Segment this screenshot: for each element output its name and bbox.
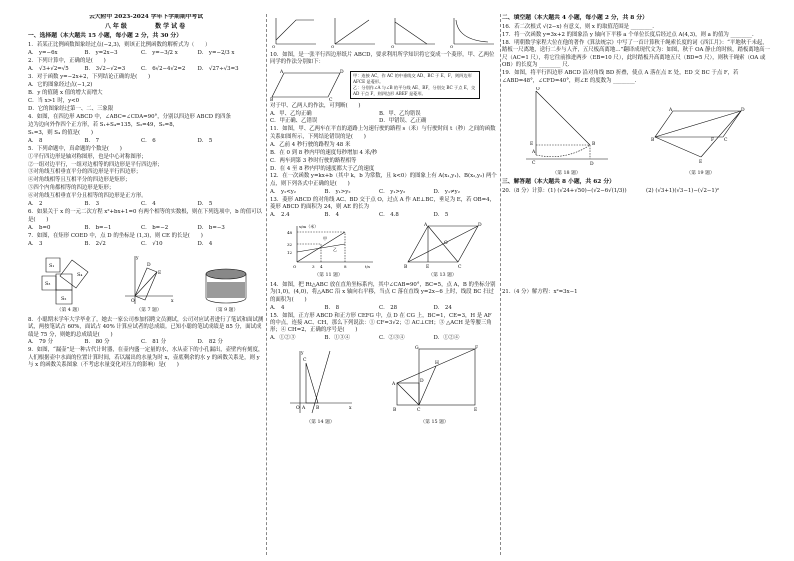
column-divider (266, 14, 267, 555)
graph-option-d (448, 14, 498, 50)
option: D． 4 (197, 240, 213, 247)
figure-caption: （第 11 题） (314, 273, 343, 279)
statement: ②一组对边平行，一组对边相等的四边形是平行四边形； (28, 161, 163, 168)
question-19: 19．如图，将平行四边形 ABCD 沿对角线 BD 折叠，使点 A 落在点 E 处，ED 交 BC 于点 F，若∠ABD=48°，∠CFD=40°，则∠E 的度数为 ________. (502, 70, 739, 84)
rhombus-diagram (398, 222, 488, 270)
question-4: 4．如图，在四边形 ABCD 中，∠ABC=∠CDA=90°，分别以四边形 ABCD 的四条 (28, 113, 231, 120)
option: A． 8 (28, 137, 43, 144)
svg-text:D: D (146, 263, 151, 269)
option: B．y 的值随 x 值的增大而增大 (28, 89, 103, 96)
svg-text:A: A (531, 150, 535, 156)
method-note-box (350, 71, 480, 98)
swing-diagram (522, 87, 612, 167)
svg-text:O: O (272, 44, 276, 49)
svg-text:C: C (723, 138, 727, 144)
statement: ④对角线相等且互相平分的四边形是矩形； (28, 177, 131, 184)
figure-q7 (121, 252, 177, 315)
option: C．两车到第 3 秒时行驶的路程相等 (270, 157, 357, 164)
q10-figure-row (270, 69, 498, 101)
graph-option-b (329, 14, 379, 50)
question-13: 13．菱形 ABCD 的对角线 AC、BD 交于点 O，过点 A 作 AE⊥BC，垂足为 E，若 OB=4，菱形 ABCD 的面积为 24，则 AE 的长为 (270, 196, 495, 211)
figure-caption: （第 15 题） (420, 420, 449, 426)
question-17: 17．将一次函数 y=3x+2 的图象沿 y 轴向下平移 a 个单位长度后经过点 A(4,3)，则 a 的值为 ________. (502, 31, 754, 38)
question-options (270, 111, 498, 126)
svg-text:A: A (301, 405, 305, 411)
statement: ⑤四个内角都相等的四边形是矩形； (28, 185, 115, 192)
water-clock-diagram (198, 264, 254, 308)
figure-caption: （第 19 题） (686, 170, 715, 176)
svg-text:y: y (135, 256, 139, 262)
question-14: 14．如图，把 Rt△ABC 放在直角坐标系内，其中∠CAB=90°，BC=5，点 A，B 的坐标分别为(1,0)，(4,0)，将△ABC 沿 x 轴向右平移，当点 C 落在直线 y=2x−6 上时，线段 BC 扫过的面积为( ) (270, 281, 496, 303)
option: B． b=−1 (84, 224, 112, 231)
question-options (28, 66, 264, 73)
distance-time-graph (281, 222, 377, 270)
svg-text:S₃: S₃ (45, 281, 51, 288)
option: D． 24 (433, 304, 452, 311)
exam-subtitle (28, 23, 264, 31)
option: A．它的图象经过点(−1,2) (28, 82, 93, 88)
option: A． 3 (28, 240, 43, 247)
svg-text:F: F (710, 138, 714, 144)
option: C．当 x>1 时，y<0 (28, 97, 80, 104)
x-tick: 4 (319, 263, 323, 269)
option: C． 28 (379, 304, 398, 311)
svg-text:O: O (295, 405, 300, 411)
option: D． 82 分 (197, 339, 223, 346)
option: B． 8 (324, 304, 339, 311)
svg-text:S₄: S₄ (77, 272, 83, 279)
question-5: 5．下列命题中，真命题的个数是( ) (28, 145, 122, 152)
option: D． √27÷√3=3 (197, 66, 239, 73)
svg-text:C: C (302, 357, 306, 363)
column-middle (270, 14, 498, 557)
graph-option-c (389, 14, 439, 50)
svg-text:x: x (170, 299, 174, 305)
question-options (270, 189, 498, 196)
question-20 (502, 188, 770, 195)
option: C． 81 分 (141, 339, 167, 346)
option: D． y=−2/3 x (197, 50, 235, 57)
question-10: 10．如图，是一张平行四边形纸片 ABCD，要求利用所学知识将它变成一个菱形，甲、乙两位同学的作法分别如下： (270, 52, 495, 66)
option: C． y₁>y₂ (379, 188, 406, 195)
svg-text:B: B (315, 405, 319, 411)
option: B． 80 分 (84, 339, 110, 346)
option: B．甲、乙均错误 (379, 110, 421, 117)
option: A．乙前 4 秒行驶的路程为 48 米 (270, 141, 351, 148)
y-tick: 32 (286, 241, 292, 247)
option: A． 2.4 (270, 212, 290, 219)
svg-text:E: E (425, 264, 429, 270)
option: A． √3+√2=√5 (28, 66, 69, 73)
graph-y-label: s/m（米） (298, 223, 318, 229)
column-divider (500, 14, 501, 555)
svg-text:H: H (434, 360, 439, 366)
question-6: 6．如果关于 x 的一元二次方程 x²+bx+1=0 有两个相等的实数根，则在下列选项中，b 的值可以是( ) (28, 209, 262, 223)
option: B． 2√2 (84, 240, 106, 247)
figure-row (502, 87, 770, 177)
question-11: 11．如图，甲、乙两车在平直的道路上匀速行驶的路程 s（米）与行驶时间 t（秒）之间的函数关系如图所示，下列结论错误的是( ) (270, 126, 496, 140)
option: C． 6 (141, 137, 156, 144)
option: D． 5 (197, 137, 213, 144)
section-heading: 三、解答题（本大题共 8 小题，共 62 分） (502, 179, 615, 186)
option: D． y₁≠y₂ (433, 188, 460, 195)
question-options (28, 201, 264, 208)
svg-text:O: O (331, 44, 335, 49)
question-options (28, 339, 264, 346)
question-16: 16．若二次根式 √(2−x) 有意义，则 x 的取值范围是 ________. (502, 23, 655, 30)
exam-title: 云大附中 2023-2024 学年下学期期中考试 (88, 14, 204, 20)
option: B． 4 (324, 212, 339, 219)
method-note: 甲：连接 AC，作 AC 的中垂线交 AD、BC 于 E、F，则四边形 AFCE 是菱形。 (353, 73, 472, 85)
statement: ①平行四边形是轴对称图形，也是中心对称图形； (28, 153, 147, 160)
svg-text:C: C (329, 97, 333, 101)
option: D．甲错误、乙正确 (379, 118, 427, 125)
column-left (28, 14, 264, 557)
q9-option-graphs (270, 14, 498, 50)
option: D． 5 (433, 212, 449, 219)
parallelogram-diagram (270, 69, 344, 101)
triangle-axes-diagram (286, 347, 356, 417)
svg-text:B: B (392, 407, 396, 413)
figure-row (270, 345, 498, 427)
svg-text:A: A (668, 108, 672, 114)
svg-text:E: E (529, 142, 533, 148)
svg-text:E: E (473, 407, 477, 413)
option: C． 4 (141, 201, 156, 208)
column-right (502, 14, 770, 557)
svg-text:B: B (650, 138, 654, 144)
svg-text:F: F (474, 345, 478, 351)
y-tick: 48 (286, 229, 292, 235)
svg-text:E: E (698, 160, 702, 166)
option: A．①②③ (270, 335, 296, 342)
svg-text:C: C (457, 264, 461, 270)
figure-caption: （第 7 题） (136, 308, 162, 314)
statement: ⑥对角线互相垂直平分且相等的四边形是正方形。 (28, 193, 147, 200)
svg-text:D: D (477, 222, 482, 228)
rectangle-axes-diagram (121, 252, 177, 308)
figure-caption: （第 9 题） (212, 308, 239, 314)
option: C．甲正确、乙错误 (270, 118, 318, 125)
x-tick: 8 (343, 263, 347, 269)
figure-q19 (651, 103, 751, 177)
svg-text:O: O (390, 44, 394, 49)
figure-caption: （第 14 题） (306, 420, 335, 426)
option: C．②③④ (379, 335, 405, 342)
option: A． y=−6x (28, 50, 58, 57)
question-9: 9．如图，“漏壶”是一种古代计时器，在壶内盛一定量的水，水从壶下的小孔漏出，壶壁内有刻度，人们根据壶中水面的位置计算时间，若以漏出的水量为时 x，壶底剩余的水 y 的函数关系是，则 y 与 x 的函数关系图象（不考虑水量变化对压力的影响）是( ) (28, 347, 264, 369)
question-20-part2: (2) (√3+1)(√3−1)−(√2−1)² (646, 188, 720, 195)
figure-caption: （第 13 题） (428, 273, 457, 279)
figure-q13 (398, 222, 488, 280)
question-options (28, 225, 264, 232)
question-21: 21.（4 分）解方程：x²=3x−1 (502, 288, 578, 295)
grade-label: 八年级 (104, 22, 129, 30)
question-7: 7．如图，在矩形 COED 中，点 D 的坐标是 (1,3)，则 CE 的长是( ) (28, 232, 203, 239)
answer-space (502, 196, 770, 288)
svg-text:A: A (391, 381, 395, 387)
question-3: 3．对于函数 y=−2x+2，下列结论正确的是( ) (28, 74, 151, 81)
graph-x-label: t/s (364, 263, 370, 269)
squares-diagram (38, 250, 100, 308)
question-1: 1．若某正比例函数图象经过点(−2,3)，则该正比例函数的解析式为（ ） (28, 42, 211, 49)
option: A．甲、乙均正确 (270, 110, 312, 117)
option: D．在 4 至 8 秒内甲的速度都大于乙的速度 (270, 165, 375, 172)
figure-q9 (198, 264, 254, 315)
svg-text:C: C (531, 161, 535, 167)
svg-text:D: D (419, 378, 424, 384)
x-tick: 3 (311, 263, 315, 269)
question-2: 2．下列计算中，正确的是( ) (28, 58, 106, 65)
line-label: 乙 (332, 246, 337, 252)
svg-text:O: O (130, 299, 135, 305)
svg-text:D: D (340, 69, 344, 75)
question-options (28, 138, 264, 145)
svg-text:B: B (403, 264, 407, 270)
option: C． y=−3/2 x (141, 50, 178, 57)
svg-text:C: C (416, 407, 420, 413)
figure-row (270, 222, 498, 280)
option: B． 3√2−√2=3 (84, 66, 126, 73)
svg-text:E: E (157, 271, 162, 277)
option: D． 5 (197, 201, 213, 208)
question-4-cont: S₁=3，则 S₄ 的值是( ) (28, 129, 94, 136)
option: A． 4 (270, 304, 285, 311)
option: C． 4.8 (379, 212, 399, 219)
option: D．它的图象经过第一、二、三象限 (28, 105, 114, 112)
section-heading: 二、填空题（本大题共 4 小题，每小题 2 分，共 8 分） (502, 15, 648, 21)
svg-text:G: G (414, 345, 419, 351)
line-label: 甲 (322, 235, 327, 241)
question-10-prompt: 对于甲、乙两人的作法，可判断( ) (270, 102, 361, 109)
option: C． b=−2 (141, 224, 169, 231)
y-tick: 12 (286, 249, 292, 255)
question-4-cont: 边为边向外作四个正方形，若 S₁+S₄=135，S₃=49，S₂=8， (28, 121, 179, 128)
svg-text:B: B (591, 142, 595, 148)
option: A． 2 (28, 201, 43, 208)
option: B．在 0 到 8 秒内甲的速度每秒增加 4 米/秒 (270, 149, 378, 156)
figure-caption: （第 18 题） (552, 170, 581, 176)
question-18: 18．明朝数学家程大位在他的著作《算法统宗》中写了一首计算秋千绳索长度的词《西江月》：“平地秋千未起，踏板一尺离地，送行二步与人齐，五尺板高离地…”翻译成现代文为：如图，秋千 OA 静止的时候，踏板离地高一尺（AC=1 尺），将它往前推进两步（EB=10 尺），此时踏板升高离地五尺（BD=5 尺），则秋千绳索（OA 或 OB）的长度为 ________ 尺. (502, 39, 770, 69)
statement: ③对角线互相垂直平分的四边形是平行四边形； (28, 169, 142, 176)
svg-text:O: O (443, 240, 448, 246)
question-options (270, 305, 498, 312)
svg-text:O: O (449, 44, 454, 49)
svg-text:S₁: S₁ (49, 263, 55, 270)
svg-text:D: D (740, 108, 745, 114)
option: B． 7 (84, 137, 99, 144)
question-20-part1: 20.（8 分）计算：(1) (√24+√50)−(√2−6√(1/3)) (502, 188, 627, 195)
method-note: 乙：分别作∠A 与∠B 的平分线 AE、BF，分别交 BC 于点 E，交 AD 于点 F，则四边形 ABEF 是菱形。 (353, 84, 476, 96)
option: A． y₁<y₂ (270, 188, 296, 195)
figure-row (28, 250, 264, 315)
question-options (270, 212, 498, 219)
svg-text:A: A (423, 222, 427, 228)
question-options (28, 241, 264, 248)
option: C． √10 (141, 240, 163, 247)
option: A． 79 分 (28, 339, 53, 346)
two-squares-diagram (387, 345, 483, 417)
option: B． y₁>y₂ (324, 188, 351, 195)
folded-parallelogram-diagram (651, 103, 751, 167)
question-8: 8．小聪期末学年大学毕业了，她去一家公司参加招聘文员测试，公司对应试者进行了笔试和面试测试，两按笔试占 60%，面试占 40% 计算应试者的总成绩。已知小聪的笔试成绩是 85 分，面试成绩是 75 分，则她的总成绩是( ) (28, 316, 264, 338)
option: C． 6√2−4√2=2 (141, 66, 186, 73)
figure-q15 (387, 345, 483, 427)
option: B． y=2x−3 (84, 50, 118, 57)
svg-text:B: B (270, 97, 274, 101)
svg-text:O: O (535, 87, 540, 93)
svg-text:D: D (589, 162, 594, 168)
figure-q11 (281, 222, 377, 280)
figure-q14 (286, 347, 356, 427)
svg-text:y: y (300, 350, 304, 356)
figure-q4 (38, 250, 100, 315)
question-options (270, 335, 498, 342)
x-tick: O (292, 263, 296, 269)
option: D． b=−3 (197, 224, 225, 231)
question-12: 12．在一次函数 y=kx+b（其中 k，b 为常数，且 k<0）的图象上有 A(x₁,y₁)、B(x₂,y₂) 两个点，则下列各式中正确的是( ) (270, 173, 497, 187)
figure-q18 (522, 87, 612, 177)
graph-option-a (270, 14, 320, 50)
option: B．①③④ (324, 335, 351, 342)
svg-text:x: x (348, 405, 352, 411)
option: B． 3 (84, 201, 99, 208)
option: A． b=0 (28, 224, 51, 231)
svg-text:A: A (280, 69, 284, 75)
subject-label: 数学试卷 (155, 22, 188, 30)
question-15: 15．如图，正方形 ABCD 和正方形 CEFG 中，点 D 在 CG 上，BC=1，CE=3，H 是 AF 的中点，连接 AC、CH，那么下列说法：① CF=3√2；② AC⊥CH；③ △ACH 是等腰三角形；④ CH=2，正确的序号是( ) (270, 312, 492, 334)
option: D．①②④ (433, 335, 460, 342)
question-options (28, 50, 264, 57)
section-heading: 一、选择题（本大题共 15 小题，每小题 2 分，共 30 分） (28, 33, 183, 40)
svg-text:S₂: S₂ (61, 296, 67, 303)
figure-caption: （第 4 题） (56, 308, 82, 314)
